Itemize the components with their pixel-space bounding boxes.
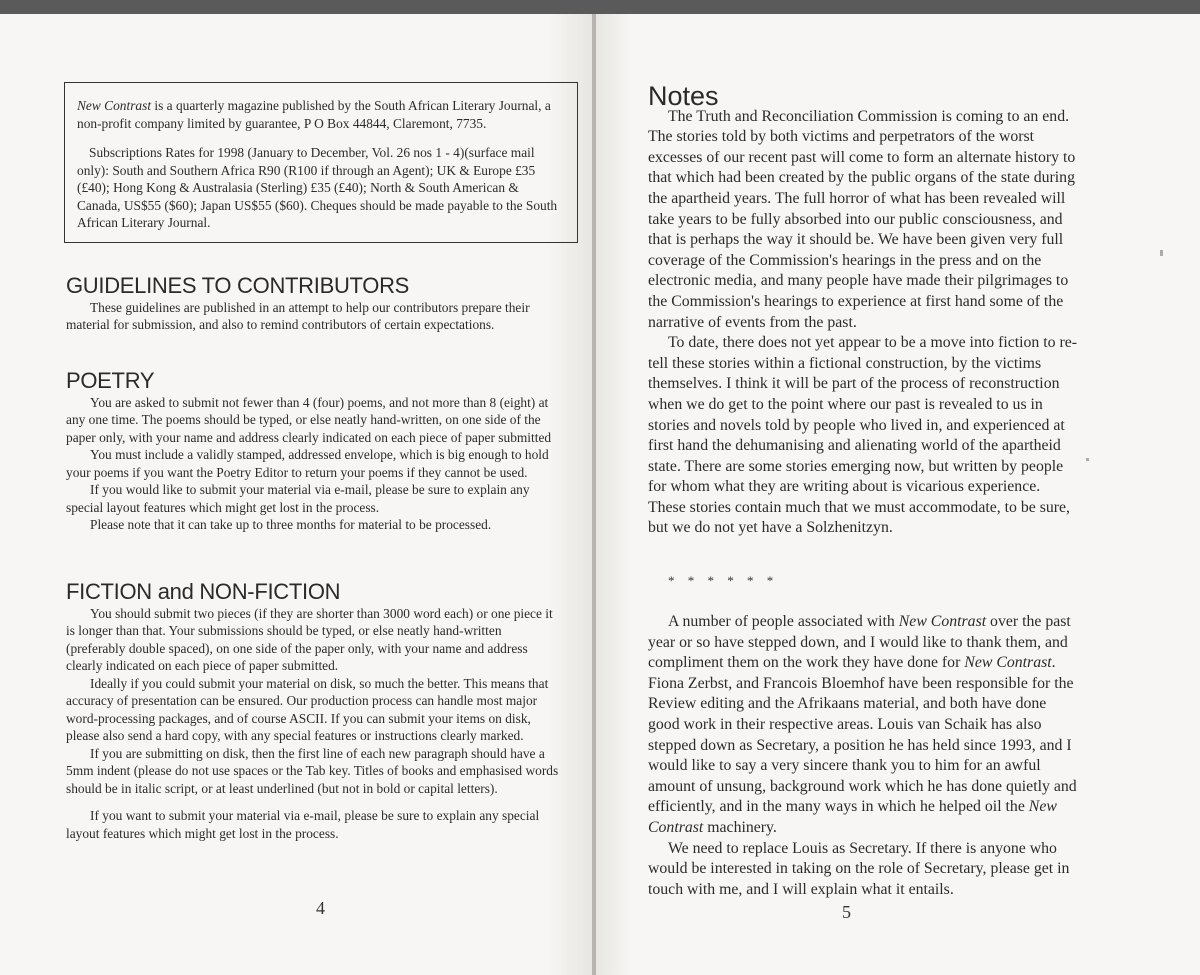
poetry-paragraph: Please note that it can take up to three months for material to be processed. xyxy=(90,517,492,532)
fiction-section xyxy=(66,579,564,842)
para-text: A number of people associated with xyxy=(668,613,899,630)
notes-paragraph: To date, there does not yet appear to be a move into fiction to re-tell these stories within a fictional construction, by the victims themselves. I think it will be part of the process of reconstruction when we do get to the point where our past is revealed to us in stories and novels told by people who lived in, and experienced at first hand the dehumanising and alienating world of the apartheid state. There are some stories emerging now, but written by people for whom what they are writing about is vicarious experience. These stories contain much that we must accommodate, to be sure, but we do not yet have a Solzhenitzyn. xyxy=(648,334,1078,537)
fiction-paragraph: If you want to submit your material via e-mail, please be sure to explain any special layout features which might get lost in the process. xyxy=(66,808,540,841)
subscription-rates: Subscriptions Rates for 1998 (January to December, Vol. 26 nos 1 - 4)(surface mail only): South and Southern Africa R90 (R100 if through an Agent); UK & Europe £35 (£40); Hong Kong & Australasia (Sterling) £35 (£40); North & South American & Canada, US$55 ($60); Japan US$55 ($60). Cheques should be made payable to the South African Literary Journal. xyxy=(77,145,558,230)
notes-section xyxy=(648,81,1078,539)
scan-speck xyxy=(1160,250,1163,256)
magazine-title-italic: New Contrast xyxy=(648,798,1057,836)
fiction-heading: FICTION and NON-FICTION xyxy=(66,579,341,604)
guidelines-text: These guidelines are published in an attempt to help our contributors prepare their material for submission, and also to remind contributors of certain expectations. xyxy=(66,299,530,332)
poetry-section xyxy=(66,368,564,534)
acknowledgements-section xyxy=(648,612,1078,900)
page-number-left: 4 xyxy=(316,898,325,918)
page-number-right: 5 xyxy=(842,902,851,922)
poetry-paragraph: You are asked to submit not fewer than 4 (four) poems, and not more than 8 (eight) at any one time. The poems should be typed, or else neatly hand-written, on one side of the paper only, with your name and address clearly indicated on each piece of paper submitted xyxy=(66,394,552,445)
magazine-title-italic: New Contrast xyxy=(964,654,1052,672)
notes-paragraph: The Truth and Reconciliation Commission is coming to an end. The stories told by both victims and perpetrators of the worst excesses of our recent past will come to form an alternate history to that which had been created by the public organs of the state during the apartheid years. The full horror of what has been revealed will take years to be fully absorbed into our public consciousness, and that is perhaps the way it should be. We have been given very full coverage of the Commission's hearings in the press and on the electronic media, and many people have made their pilgrimages to the Commission's hearings to experience at first hand some of the narrative of events from the past. xyxy=(648,107,1076,331)
acknowledgements-paragraph xyxy=(648,612,1078,839)
book-gutter xyxy=(592,14,596,975)
intro-paragraph xyxy=(77,97,563,132)
scan-speck xyxy=(1086,458,1089,461)
poetry-paragraph: You must include a validly stamped, addressed envelope, which is big enough to hold your poems if you want the Poetry Editor to return your poems if they cannot be used. xyxy=(66,447,549,480)
scan-top-edge xyxy=(0,0,1200,14)
guidelines-section xyxy=(66,273,564,334)
poetry-heading: POETRY xyxy=(66,368,155,393)
para-text: . Fiona Zerbst, and Francois Bloemhof have been responsible for the Review editing and the Afrikaans material, and both have done good work in their respective areas. Louis van Schaik has also stepped down as Secretary, a position he has held since 1993, and I would like to say a very sincere thank you to him for an awful amount of unsung, background work which he has done quietly and efficiently, and in the many ways in which he helped oil the xyxy=(648,654,1077,816)
magazine-title-italic: New Contrast xyxy=(898,613,987,630)
fiction-paragraph: If you are submitting on disk, then the first line of each new paragraph should have a 5mm indent (please do not use spaces or the Tab key. Titles of books and emphasised words should be in italic script, or at least underlined (but not in bold or capital letters). xyxy=(66,745,559,796)
fiction-paragraph: You should submit two pieces (if they are shorter than 3000 word each) or one piece it is longer than that. Your submissions should be typed, or else neatly hand-written (preferably double spaced), on one side of the paper only, with your name and address clearly indicated on each piece of paper submitted. xyxy=(66,605,553,673)
notes-heading: Notes xyxy=(648,81,719,111)
poetry-paragraph: If you would like to submit your material via e-mail, please be sure to explain any special layout features which might get lost in the process. xyxy=(66,482,530,515)
intro-text: is a quarterly magazine published by the South African Literary Journal, a non-profit company limited by guarantee, P O Box 44844, Claremont, 7735. xyxy=(77,98,551,131)
para-text: machinery. xyxy=(703,818,777,836)
guidelines-heading: GUIDELINES TO CONTRIBUTORS xyxy=(66,273,410,298)
subscription-info-box xyxy=(64,82,578,243)
para-text: over the past year or so have stepped down, and I would like to thank them, and compliment them on the work they have done for xyxy=(648,613,1071,672)
fiction-paragraph: Ideally if you could submit your material on disk, so much the better. This means that accuracy of presentation can be ensured. Our production process can handle most major word-processing packages, and of course ASCII. If you can submit your items on disk, please also send a hard copy, with any special features or instructions clearly marked. xyxy=(66,675,549,743)
section-separator: * * * * * * xyxy=(668,573,779,588)
magazine-title: New Contrast xyxy=(77,98,152,113)
secretary-paragraph: We need to replace Louis as Secretary. If there is anyone who would be interested in taking on the role of Secretary, please get in touch with me, and I will explain what it entails. xyxy=(648,839,1070,898)
